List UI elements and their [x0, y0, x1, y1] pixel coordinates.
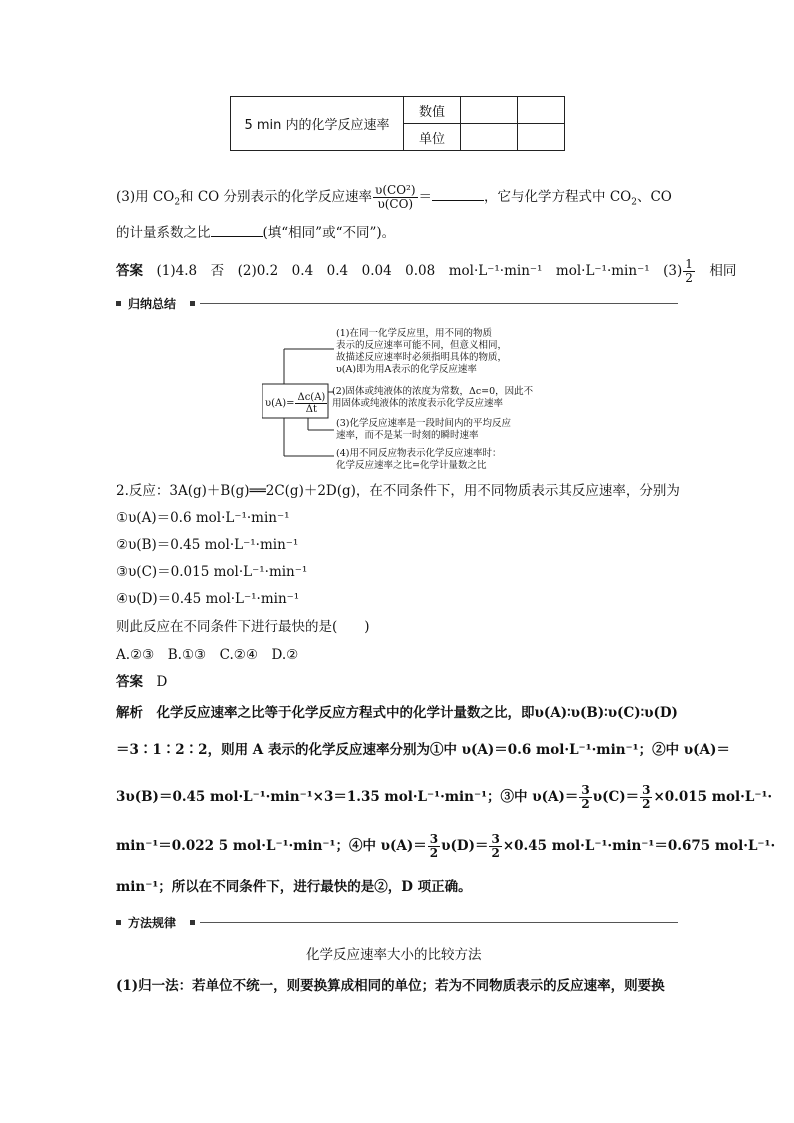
analysis-line-2: ＝3∶1∶2∶2，则用 A 表示的化学反应速率分别为①中 υ(A)＝0.6 mol·L⁻¹·min⁻¹；②中 υ(A)＝ [116, 742, 730, 758]
analysis-line-4: min⁻¹＝0.022 5 mol·L⁻¹·min⁻¹；④中 υ(A)＝ $\frac{3}{2}$ υ(D)＝ $\frac{3}{2}$ ×0.45 mol·L⁻¹·min⁻¹＝0.675 mol·L⁻¹· [116, 832, 776, 860]
summary-diagram [262, 326, 546, 472]
q2-option-2: ②υ(B)＝0.45 mol·L⁻¹·min⁻¹ [116, 537, 299, 553]
q2-option-4: ④υ(D)＝0.45 mol·L⁻¹·min⁻¹ [116, 591, 300, 607]
q3-line2: 的计量系数之比 (填“相同”或“不同”)。 [116, 222, 395, 243]
center-formula: υ(A)= $\frac{\Delta c(A)}{\Delta t}$ [265, 392, 326, 415]
answer-1: 答案 (1)4.8 否 (2)0.2 0.4 0.4 0.04 0.08 mol·L⁻¹·min⁻¹ mol·L⁻¹·min⁻¹ (3) $\frac{1}{2}$ 相同 [116, 257, 737, 285]
note-3: (3)化学反应速率是一段时间内的平均反应 速率，而不是某一时刻的瞬时速率 [336, 418, 511, 441]
method-heading: 化学反应速率大小的比较方法 [306, 947, 482, 963]
table-row-label: 5 min 内的化学反应速率 [231, 97, 404, 151]
q2-answer: 答案 D [116, 674, 168, 690]
analysis-line-5: min⁻¹；所以在不同条件下，进行最快的是②，D 项正确。 [116, 879, 472, 895]
q2-stem: 2.反应：3A(g)＋B(g)══2C(g)＋2D(g)，在不同条件下，用不同物质表示其反应速率，分别为 [116, 483, 680, 499]
table-cell [461, 124, 518, 151]
table-cell [518, 124, 565, 151]
note-2: (2)固体或纯液体的浓度为常数，Δc=0，因此不 用固体或纯液体的浓度表示化学反应速率 [332, 386, 534, 409]
analysis-line-3: 3υ(B)＝0.45 mol·L⁻¹·min⁻¹×3＝1.35 mol·L⁻¹·min⁻¹；③中 υ(A)＝ $\frac{3}{2}$ υ(C)＝ $\frac{3}{2}$ ×0.015 mol·L⁻¹· [116, 783, 773, 811]
table-unit-label: 单位 [404, 124, 461, 151]
section-title: 归纳总结 [128, 297, 177, 311]
table-cell [518, 97, 565, 124]
note-1: (1)在同一化学反应里，用不同的物质 表示的反应速率可能不同，但意义相同， 故描述反应速率时必须指明具体的物质， υ(A)即为用A表示的化学反应速率 [336, 328, 508, 375]
section-title: 方法规律 [128, 916, 177, 930]
q2-choices: A.②③ B.①③ C.②④ D.② [116, 647, 299, 663]
q2-option-3: ③υ(C)＝0.015 mol·L⁻¹·min⁻¹ [116, 564, 308, 580]
q2-option-1: ①υ(A)＝0.6 mol·L⁻¹·min⁻¹ [116, 510, 290, 526]
section-summary [116, 297, 678, 311]
note-4: (4)用不同反应物表示化学反应速率时： 化学反应速率之比=化学计量数之比 [336, 448, 502, 471]
method-line-1: (1)归一法：若单位不统一，则要换算成相同的单位；若为不同物质表示的反应速率，则要换 [116, 978, 665, 994]
analysis-line-1: 解析 化学反应速率之比等于化学反应方程式中的化学计量数之比，即υ(A)∶υ(B)∶υ(C)∶υ(D) [116, 705, 678, 721]
q3-line1: (3)用 $CO_2$和 CO 分别表示的化学反应速率 $\frac{\text{υ(CO²)}}{\upsilon(CO)}$ ＝ ，它与化学方程式中 $CO_2$、CO [116, 183, 672, 211]
table-cell [461, 97, 518, 124]
table-value-label: 数值 [404, 97, 461, 124]
q2-question: 则此反应在不同条件下进行最快的是( ) [116, 619, 370, 635]
rate-table [230, 96, 565, 151]
section-method [116, 916, 678, 930]
